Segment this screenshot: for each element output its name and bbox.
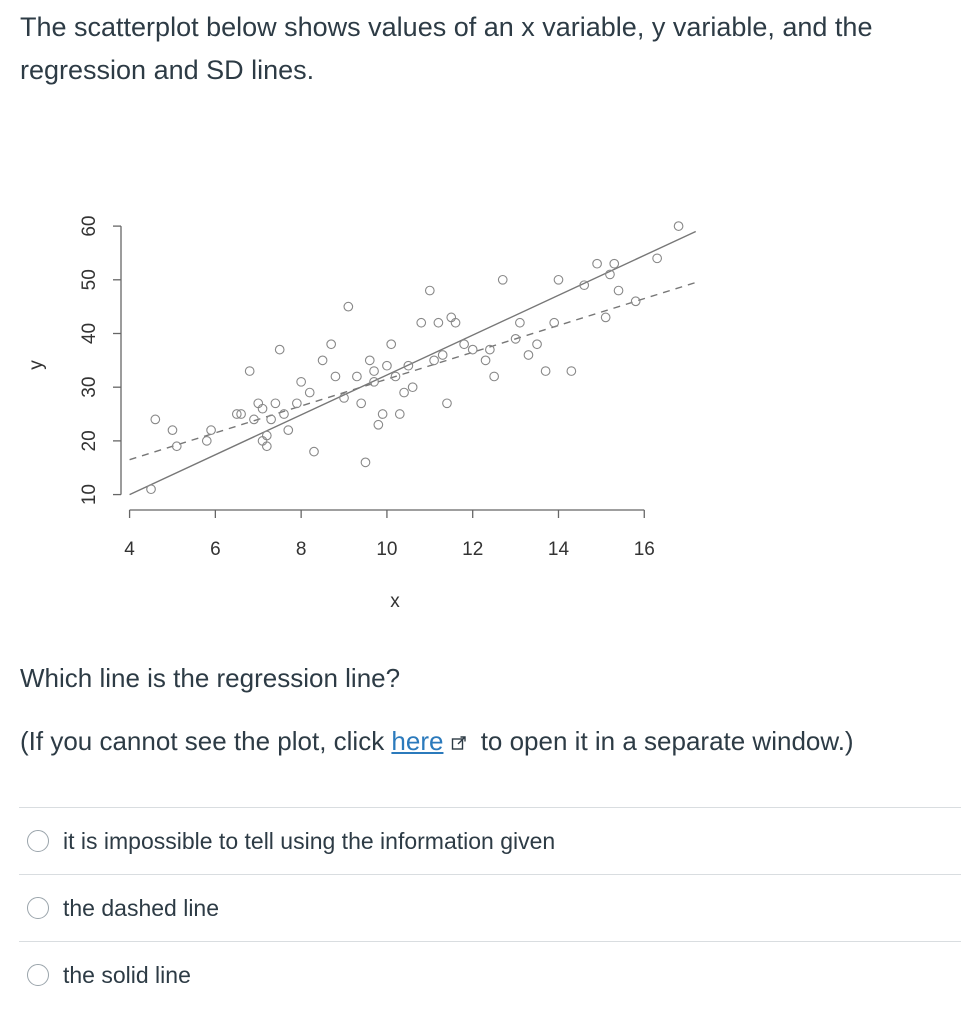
data-point xyxy=(438,351,447,360)
open-plot-link[interactable]: here xyxy=(391,726,444,756)
answer-list xyxy=(19,807,961,1008)
plot-help-note xyxy=(20,726,854,757)
y-axis-label: y xyxy=(26,360,47,370)
data-point xyxy=(254,399,263,408)
data-point xyxy=(533,340,542,349)
data-point xyxy=(601,313,610,322)
data-point xyxy=(207,426,216,435)
answer-label: the dashed line xyxy=(63,894,220,921)
data-point xyxy=(468,345,477,354)
data-point xyxy=(297,378,306,387)
data-point xyxy=(387,340,396,349)
data-point xyxy=(481,356,490,365)
data-point xyxy=(263,431,272,440)
data-point xyxy=(430,356,439,365)
answer-label: it is impossible to tell using the information given xyxy=(63,827,556,854)
answer-option-dashed-line[interactable] xyxy=(19,874,961,941)
data-point xyxy=(245,367,254,376)
x-tick-label: 10 xyxy=(376,539,398,560)
question-text: Which line is the regression line? xyxy=(20,663,401,693)
y-tick-label: 40 xyxy=(79,322,100,345)
data-point xyxy=(434,318,443,327)
note-prefix: (If you cannot see the plot, click xyxy=(20,726,392,756)
x-tick-label: 8 xyxy=(295,539,307,560)
data-point xyxy=(653,254,662,263)
data-point xyxy=(267,415,276,424)
y-tick-label: 20 xyxy=(79,430,100,452)
data-point xyxy=(357,399,366,408)
x-tick-label: 4 xyxy=(124,539,135,560)
answer-option-solid-line[interactable] xyxy=(19,941,961,1008)
answer-label: the solid line xyxy=(63,961,191,988)
data-point xyxy=(451,318,460,327)
data-point xyxy=(490,372,499,381)
intro-text: The scatterplot below shows values of an x variable, y variable, and the regression and SD lines. xyxy=(20,12,873,85)
data-point xyxy=(258,404,267,413)
x-tick-label: 16 xyxy=(633,539,655,560)
data-point xyxy=(374,420,383,429)
y-tick-label: 30 xyxy=(79,376,100,398)
data-point xyxy=(550,318,559,327)
data-point xyxy=(610,259,619,268)
data-point xyxy=(365,356,374,365)
data-point xyxy=(567,367,576,376)
x-tick-label: 12 xyxy=(462,539,484,560)
data-point xyxy=(147,485,156,494)
radio-button[interactable] xyxy=(27,897,49,919)
data-point xyxy=(305,388,314,397)
data-point xyxy=(168,426,177,435)
data-point xyxy=(498,276,507,285)
data-point xyxy=(593,259,602,268)
scatterplot xyxy=(0,200,700,620)
data-point xyxy=(361,458,370,467)
y-tick-label: 10 xyxy=(79,484,100,506)
data-point xyxy=(310,447,319,456)
data-point xyxy=(460,340,469,349)
data-point xyxy=(524,351,533,360)
answer-option-impossible[interactable] xyxy=(19,807,961,874)
data-point xyxy=(318,356,327,365)
data-point xyxy=(674,222,683,231)
data-point xyxy=(417,318,426,327)
data-point xyxy=(275,345,284,354)
radio-button[interactable] xyxy=(27,830,49,852)
x-tick-label: 14 xyxy=(547,539,570,560)
x-axis-label: x xyxy=(390,591,400,612)
data-point xyxy=(400,388,409,397)
external-link-icon xyxy=(451,735,467,751)
data-point xyxy=(202,437,211,446)
data-point xyxy=(426,286,435,295)
data-point xyxy=(447,313,456,322)
data-point xyxy=(443,399,452,408)
data-point xyxy=(271,399,280,408)
data-point xyxy=(631,297,640,306)
data-point xyxy=(395,410,404,419)
data-point xyxy=(541,367,550,376)
data-point xyxy=(331,372,340,381)
data-point xyxy=(383,361,392,370)
data-point xyxy=(554,276,563,285)
y-tick-label: 50 xyxy=(79,269,100,291)
data-point xyxy=(344,302,353,311)
data-point xyxy=(151,415,160,424)
data-point xyxy=(327,340,336,349)
solid-line xyxy=(130,231,696,494)
data-point xyxy=(293,399,302,408)
scatterplot-svg xyxy=(0,200,700,620)
data-point xyxy=(353,372,362,381)
data-point xyxy=(172,442,181,451)
y-tick-label: 60 xyxy=(79,215,100,237)
data-point xyxy=(378,410,387,419)
data-point xyxy=(408,383,417,392)
data-point xyxy=(614,286,623,295)
data-point xyxy=(258,437,267,446)
data-point xyxy=(370,367,379,376)
data-point xyxy=(516,318,525,327)
note-suffix: to open it in a separate window.) xyxy=(473,726,854,756)
data-point xyxy=(284,426,293,435)
data-point xyxy=(263,442,272,451)
x-tick-label: 6 xyxy=(210,539,221,560)
radio-button[interactable] xyxy=(27,964,49,986)
